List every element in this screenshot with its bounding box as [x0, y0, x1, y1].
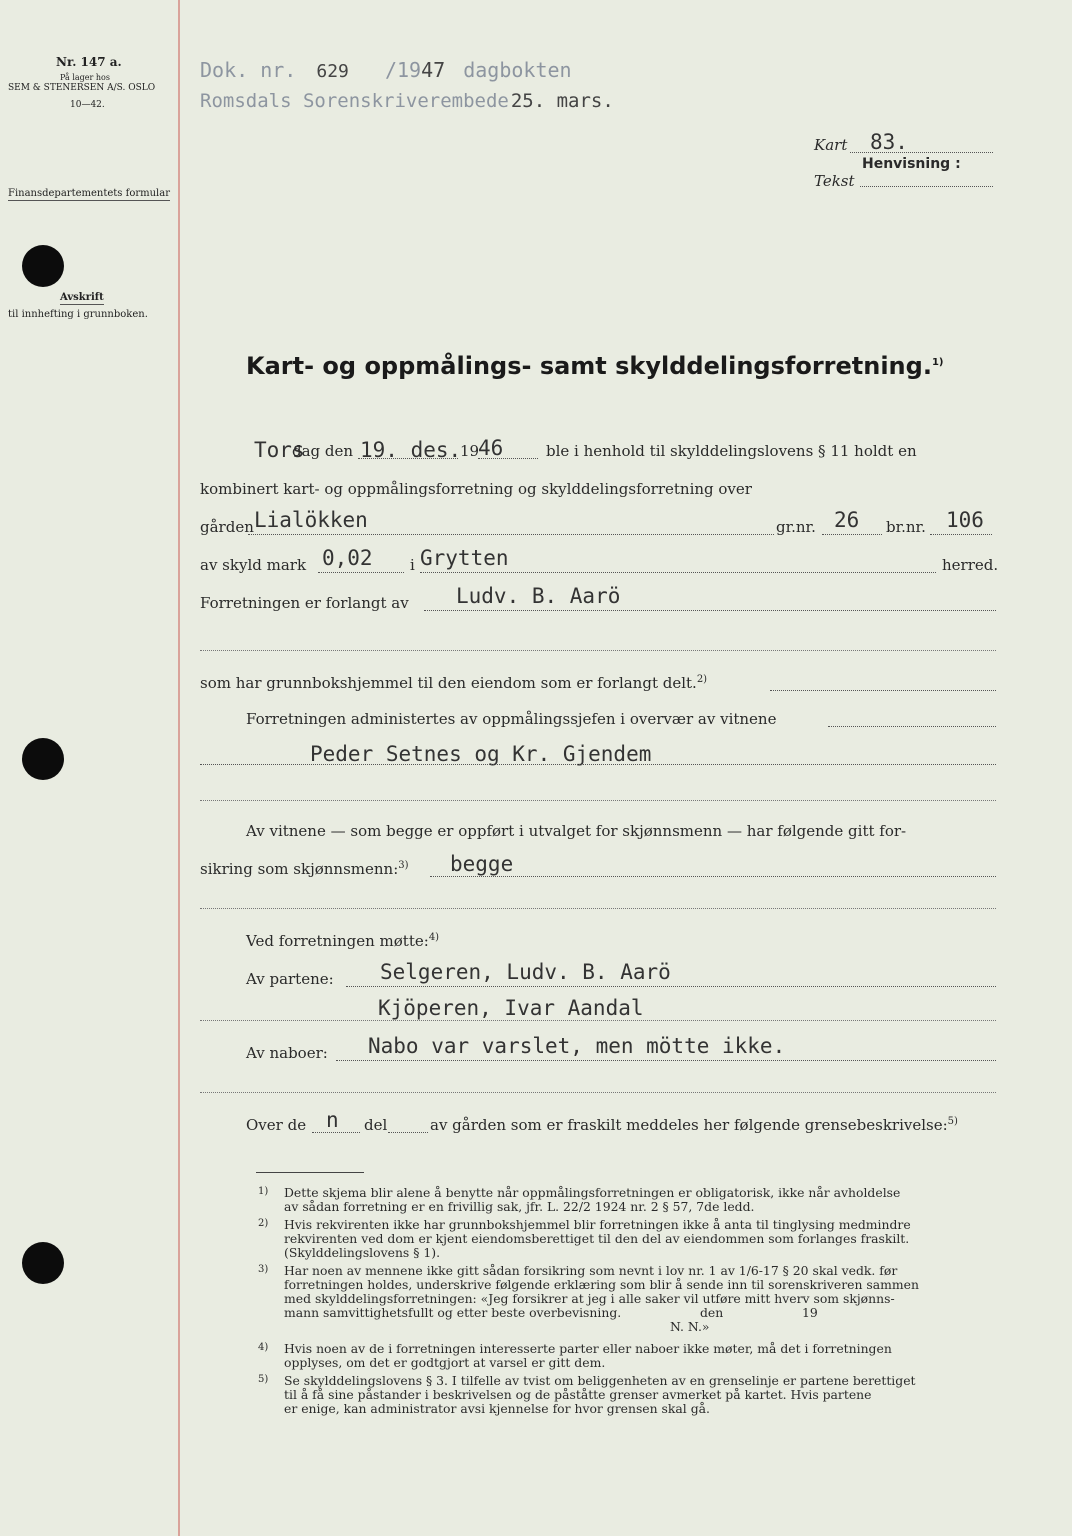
neighbours-value: Nabo var varslet, men mötte ikke. — [368, 1034, 786, 1058]
document-page: Nr. 147 a. På lager hos SEM & STENERSEN A/S. OSLO 10—42. Finansdepartementets formular Avskrift til innhefting i grunnboken. Dok. nr. 629 /1947 dagbokten Romsdals Sorenskriverembede 25. mars. Henvisning : Kart 83. Tekst Kart- og oppmålings- samt skylddelingsforretning.$^{1)}$ Tors dag den 19. des. 19 46 ble i henhold til skylddelingslovens § 11 holdt en kombinert kart- og oppmålingsforretning og skylddelingsforretning over gården Lialökken gr.nr. 26 br.nr. 106 av skyld mark 0,02 i Grytten herred. Forretningen er forlangt av Ludv. B. Aarö som har grunnbokshjemmel til den eiendom som er forlangt delt.$^{2)}$ Forretningen administertes av oppmålingssjefen i overvær av vitnene Peder Setnes og Kr. Gjendem Av vitnene — som begge er oppført i utvalget for skjønnsmenn — har følgende gitt for- sikring som skjønnsmenn:$^{3)}$ begge Ved forretningen møtte:$^{4)}$ Av partene: Selgeren, Ludv. B. Aarö Kjöperen, Ivar Aandal Av naboer: Nabo var varslet, men mötte ikke. Over de n del av gården som er fraskilt meddeles her følgende grensebeskrivelse:$^{5)}$ 1) Dette skjema blir alene å benytte når oppmålingsforretningen er obligatorisk, ikke når avholdelse av sådan forretning er en frivillig sak, jfr. L. 22/2 1924 nr. 2 § 57, 7de ledd. 2) Hvis rekvirenten ikke har grunnbokshjemmel blir forretningen ikke å anta til tinglysing medmindre rekvirenten ved dom er kjent eiendomsberettiget til den del av eiendommen som forlanges fraskilt. (Skylddelingslovens § 1). 3) Har noen av mennene ikke gitt sådan forsikring som nevnt i lov nr. 1 av 1/6-17 § 20 skal vedk. før forretningen holdes, underskrive følgende erklæring som blir å sende inn til sorenskriveren sammen med skylddelingsforretningen: «Jeg forsikrer at jeg i alle saker vil utføre mitt hverv som skjønns- mann samvittighetsfullt og etter beste overbevisning. den 19 N. N.» 4) Hvis noen av de i forretningen interesserte parter eller naboer ikke møter, må det i forretningen opplyses, om det er godtgjort at varsel er gitt dem. 5) Se skylddelingslovens § 3. I tilfelle av tvist om beliggenheten av en grenselinje er partene berettiget til å få sine påstander i beskrivelsen og de påståtte grenser avmerket på kartet. Hvis partene er enige, kan administrator avsi kjennelse for hvor grensen skal gå. — [0, 0, 1072, 1536]
reference-label: Henvisning : — [862, 156, 961, 172]
stamp-date: 25. mars. — [510, 90, 614, 112]
year-value: 46 — [478, 436, 504, 460]
brnr-value: 106 — [946, 508, 984, 532]
margin-line — [178, 0, 180, 1536]
party-2: Kjöperen, Ivar Aandal — [378, 996, 644, 1020]
punch-hole — [22, 1242, 64, 1284]
farm-name: Lialökken — [254, 508, 368, 532]
sworn-value: begge — [450, 852, 514, 876]
punch-hole — [22, 245, 64, 287]
office-stamp: Romsdals Sorenskriverembede 25. mars. — [200, 90, 614, 112]
witnesses-value: Peder Setnes og Kr. Gjendem — [310, 742, 652, 766]
day-value: Tors — [254, 438, 305, 462]
punch-hole — [22, 738, 64, 780]
date-code: 10—42. — [70, 100, 105, 110]
copy-title: Avskrift — [60, 292, 104, 303]
kart-label-text: Kart — [814, 136, 848, 154]
footnote-divider — [256, 1172, 364, 1173]
publisher-line-1: På lager hos — [60, 73, 110, 82]
doc-no-stamp: Dok. nr. 629 /1947 dagbokten — [200, 58, 572, 82]
document-title: Kart- og oppmålings- samt skylddelingsforretning.$^{1)}$ — [246, 352, 944, 380]
department-label: Finansdepartementets formular — [8, 188, 170, 199]
herred-value: Grytten — [420, 546, 509, 570]
part-value: n — [326, 1108, 339, 1132]
form-number: Nr. 147 a. — [56, 55, 122, 69]
doc-number: 629 — [316, 61, 349, 82]
skyld-value: 0,02 — [322, 546, 373, 570]
requester-value: Ludv. B. Aarö — [456, 584, 621, 608]
kart-value: 83. — [870, 130, 908, 154]
party-1: Selgeren, Ludv. B. Aarö — [380, 960, 671, 984]
copy-subtitle: til innhefting i grunnboken. — [8, 309, 148, 320]
grnr-value: 26 — [834, 508, 860, 532]
date-value: 19. des. — [360, 438, 462, 462]
tekst-label: Tekst — [814, 172, 855, 190]
publisher-line-2: SEM & STENERSEN A/S. OSLO — [8, 83, 156, 93]
